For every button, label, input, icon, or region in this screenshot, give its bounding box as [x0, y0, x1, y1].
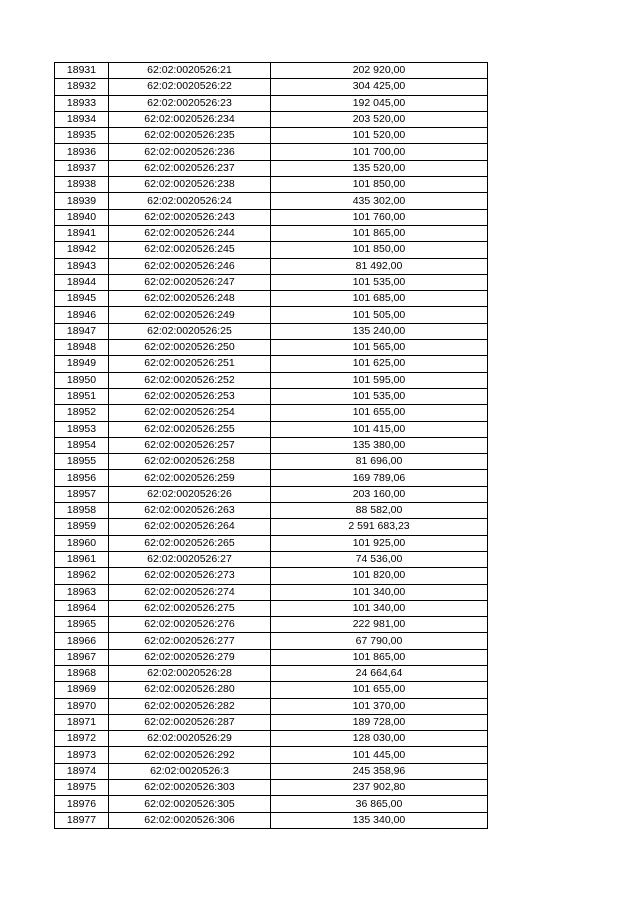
row-number-cell: 18959 [55, 519, 109, 535]
row-number-cell: 18977 [55, 812, 109, 828]
table-body [55, 63, 488, 829]
table-row [55, 682, 488, 698]
cadastral-number-cell: 62:02:0020526:277 [109, 633, 271, 649]
cadastral-number-cell: 62:02:0020526:251 [109, 356, 271, 372]
cadastral-value-cell: 101 625,00 [271, 356, 488, 372]
table-row [55, 111, 488, 127]
table-row [55, 323, 488, 339]
table-row [55, 177, 488, 193]
cadastral-number-cell: 62:02:0020526:257 [109, 437, 271, 453]
cadastral-value-cell: 101 820,00 [271, 568, 488, 584]
table-row [55, 388, 488, 404]
cadastral-value-cell: 101 655,00 [271, 405, 488, 421]
cadastral-value-cell: 135 520,00 [271, 160, 488, 176]
row-number-cell: 18936 [55, 144, 109, 160]
row-number-cell: 18965 [55, 617, 109, 633]
table-row [55, 144, 488, 160]
row-number-cell: 18938 [55, 177, 109, 193]
row-number-cell: 18953 [55, 421, 109, 437]
table-row [55, 405, 488, 421]
table-row [55, 600, 488, 616]
cadastral-value-cell: 101 505,00 [271, 307, 488, 323]
cadastral-number-cell: 62:02:0020526:255 [109, 421, 271, 437]
cadastral-value-cell: 24 664,64 [271, 665, 488, 681]
row-number-cell: 18963 [55, 584, 109, 600]
cadastral-number-cell: 62:02:0020526:28 [109, 665, 271, 681]
cadastral-number-cell: 62:02:0020526:274 [109, 584, 271, 600]
cadastral-value-cell: 81 696,00 [271, 454, 488, 470]
cadastral-number-cell: 62:02:0020526:25 [109, 323, 271, 339]
row-number-cell: 18946 [55, 307, 109, 323]
row-number-cell: 18954 [55, 437, 109, 453]
cadastral-value-cell: 237 902,80 [271, 780, 488, 796]
table-row [55, 584, 488, 600]
table-row [55, 731, 488, 747]
table-row [55, 291, 488, 307]
cadastral-value-cell: 2 591 683,23 [271, 519, 488, 535]
row-number-cell: 18932 [55, 79, 109, 95]
cadastral-value-cell: 189 728,00 [271, 714, 488, 730]
row-number-cell: 18951 [55, 388, 109, 404]
table-row [55, 307, 488, 323]
cadastral-number-cell: 62:02:0020526:292 [109, 747, 271, 763]
row-number-cell: 18941 [55, 225, 109, 241]
table-row [55, 340, 488, 356]
cadastral-number-cell: 62:02:0020526:235 [109, 128, 271, 144]
cadastral-number-cell: 62:02:0020526:238 [109, 177, 271, 193]
cadastral-number-cell: 62:02:0020526:280 [109, 682, 271, 698]
cadastral-value-cell: 74 536,00 [271, 551, 488, 567]
table-row [55, 421, 488, 437]
cadastral-value-cell: 135 240,00 [271, 323, 488, 339]
row-number-cell: 18937 [55, 160, 109, 176]
cadastral-number-cell: 62:02:0020526:273 [109, 568, 271, 584]
table-row [55, 763, 488, 779]
cadastral-number-cell: 62:02:0020526:3 [109, 763, 271, 779]
table-row [55, 470, 488, 486]
cadastral-value-table [54, 62, 488, 829]
table-row [55, 454, 488, 470]
cadastral-value-cell: 101 535,00 [271, 274, 488, 290]
cadastral-value-cell: 101 520,00 [271, 128, 488, 144]
cadastral-value-cell: 101 700,00 [271, 144, 488, 160]
table-row [55, 665, 488, 681]
table-row [55, 95, 488, 111]
row-number-cell: 18933 [55, 95, 109, 111]
row-number-cell: 18964 [55, 600, 109, 616]
cadastral-value-cell: 101 565,00 [271, 340, 488, 356]
cadastral-number-cell: 62:02:0020526:22 [109, 79, 271, 95]
cadastral-value-cell: 88 582,00 [271, 503, 488, 519]
cadastral-value-cell: 81 492,00 [271, 258, 488, 274]
table-row [55, 356, 488, 372]
row-number-cell: 18952 [55, 405, 109, 421]
cadastral-number-cell: 62:02:0020526:236 [109, 144, 271, 160]
cadastral-value-cell: 435 302,00 [271, 193, 488, 209]
cadastral-value-cell: 101 865,00 [271, 649, 488, 665]
row-number-cell: 18950 [55, 372, 109, 388]
row-number-cell: 18944 [55, 274, 109, 290]
cadastral-value-cell: 101 595,00 [271, 372, 488, 388]
cadastral-number-cell: 62:02:0020526:26 [109, 486, 271, 502]
row-number-cell: 18931 [55, 63, 109, 79]
cadastral-value-cell: 36 865,00 [271, 796, 488, 812]
row-number-cell: 18945 [55, 291, 109, 307]
cadastral-value-cell: 101 340,00 [271, 584, 488, 600]
cadastral-value-cell: 101 535,00 [271, 388, 488, 404]
cadastral-value-cell: 222 981,00 [271, 617, 488, 633]
row-number-cell: 18973 [55, 747, 109, 763]
cadastral-value-cell: 101 925,00 [271, 535, 488, 551]
cadastral-number-cell: 62:02:0020526:263 [109, 503, 271, 519]
cadastral-value-cell: 101 850,00 [271, 242, 488, 258]
row-number-cell: 18972 [55, 731, 109, 747]
cadastral-value-cell: 101 850,00 [271, 177, 488, 193]
cadastral-number-cell: 62:02:0020526:254 [109, 405, 271, 421]
cadastral-number-cell: 62:02:0020526:237 [109, 160, 271, 176]
cadastral-number-cell: 62:02:0020526:265 [109, 535, 271, 551]
cadastral-number-cell: 62:02:0020526:27 [109, 551, 271, 567]
row-number-cell: 18957 [55, 486, 109, 502]
cadastral-number-cell: 62:02:0020526:305 [109, 796, 271, 812]
cadastral-number-cell: 62:02:0020526:259 [109, 470, 271, 486]
table-row [55, 193, 488, 209]
table-row [55, 160, 488, 176]
cadastral-number-cell: 62:02:0020526:252 [109, 372, 271, 388]
row-number-cell: 18955 [55, 454, 109, 470]
row-number-cell: 18974 [55, 763, 109, 779]
table-row [55, 486, 488, 502]
cadastral-value-cell: 128 030,00 [271, 731, 488, 747]
row-number-cell: 18935 [55, 128, 109, 144]
cadastral-number-cell: 62:02:0020526:250 [109, 340, 271, 356]
table-row [55, 274, 488, 290]
table-row [55, 649, 488, 665]
cadastral-number-cell: 62:02:0020526:303 [109, 780, 271, 796]
cadastral-value-cell: 203 160,00 [271, 486, 488, 502]
cadastral-value-cell: 203 520,00 [271, 111, 488, 127]
cadastral-number-cell: 62:02:0020526:21 [109, 63, 271, 79]
cadastral-value-cell: 101 655,00 [271, 682, 488, 698]
cadastral-value-cell: 101 370,00 [271, 698, 488, 714]
cadastral-number-cell: 62:02:0020526:287 [109, 714, 271, 730]
table-row [55, 258, 488, 274]
table-row [55, 617, 488, 633]
row-number-cell: 18942 [55, 242, 109, 258]
row-number-cell: 18949 [55, 356, 109, 372]
table-row [55, 698, 488, 714]
cadastral-number-cell: 62:02:0020526:234 [109, 111, 271, 127]
row-number-cell: 18967 [55, 649, 109, 665]
row-number-cell: 18968 [55, 665, 109, 681]
cadastral-number-cell: 62:02:0020526:243 [109, 209, 271, 225]
cadastral-number-cell: 62:02:0020526:23 [109, 95, 271, 111]
table-row [55, 209, 488, 225]
cadastral-number-cell: 62:02:0020526:253 [109, 388, 271, 404]
table-row [55, 633, 488, 649]
table-row [55, 63, 488, 79]
row-number-cell: 18961 [55, 551, 109, 567]
cadastral-number-cell: 62:02:0020526:248 [109, 291, 271, 307]
table-row [55, 796, 488, 812]
cadastral-number-cell: 62:02:0020526:264 [109, 519, 271, 535]
cadastral-value-cell: 192 045,00 [271, 95, 488, 111]
table-row [55, 519, 488, 535]
cadastral-value-cell: 101 445,00 [271, 747, 488, 763]
table-row [55, 780, 488, 796]
row-number-cell: 18976 [55, 796, 109, 812]
cadastral-number-cell: 62:02:0020526:306 [109, 812, 271, 828]
row-number-cell: 18943 [55, 258, 109, 274]
cadastral-number-cell: 62:02:0020526:247 [109, 274, 271, 290]
cadastral-value-cell: 135 340,00 [271, 812, 488, 828]
cadastral-value-cell: 101 760,00 [271, 209, 488, 225]
table-row [55, 503, 488, 519]
row-number-cell: 18975 [55, 780, 109, 796]
cadastral-number-cell: 62:02:0020526:246 [109, 258, 271, 274]
row-number-cell: 18948 [55, 340, 109, 356]
table-row [55, 812, 488, 828]
table-row [55, 568, 488, 584]
cadastral-number-cell: 62:02:0020526:29 [109, 731, 271, 747]
cadastral-value-cell: 304 425,00 [271, 79, 488, 95]
row-number-cell: 18969 [55, 682, 109, 698]
row-number-cell: 18971 [55, 714, 109, 730]
row-number-cell: 18956 [55, 470, 109, 486]
table-row [55, 242, 488, 258]
table-row [55, 437, 488, 453]
cadastral-value-cell: 135 380,00 [271, 437, 488, 453]
cadastral-number-cell: 62:02:0020526:24 [109, 193, 271, 209]
table-row [55, 747, 488, 763]
cadastral-number-cell: 62:02:0020526:275 [109, 600, 271, 616]
table-row [55, 79, 488, 95]
row-number-cell: 18940 [55, 209, 109, 225]
cadastral-number-cell: 62:02:0020526:249 [109, 307, 271, 323]
row-number-cell: 18962 [55, 568, 109, 584]
table-row [55, 225, 488, 241]
cadastral-value-cell: 245 358,96 [271, 763, 488, 779]
cadastral-value-cell: 101 865,00 [271, 225, 488, 241]
table-row [55, 535, 488, 551]
row-number-cell: 18958 [55, 503, 109, 519]
cadastral-number-cell: 62:02:0020526:245 [109, 242, 271, 258]
cadastral-value-cell: 169 789,06 [271, 470, 488, 486]
row-number-cell: 18934 [55, 111, 109, 127]
row-number-cell: 18947 [55, 323, 109, 339]
cadastral-number-cell: 62:02:0020526:276 [109, 617, 271, 633]
cadastral-value-cell: 202 920,00 [271, 63, 488, 79]
table-row [55, 551, 488, 567]
cadastral-number-cell: 62:02:0020526:244 [109, 225, 271, 241]
row-number-cell: 18966 [55, 633, 109, 649]
cadastral-value-cell: 67 790,00 [271, 633, 488, 649]
cadastral-number-cell: 62:02:0020526:279 [109, 649, 271, 665]
table-row [55, 128, 488, 144]
cadastral-value-cell: 101 415,00 [271, 421, 488, 437]
cadastral-number-cell: 62:02:0020526:258 [109, 454, 271, 470]
cadastral-value-cell: 101 685,00 [271, 291, 488, 307]
cadastral-value-cell: 101 340,00 [271, 600, 488, 616]
row-number-cell: 18970 [55, 698, 109, 714]
table-row [55, 372, 488, 388]
row-number-cell: 18960 [55, 535, 109, 551]
cadastral-number-cell: 62:02:0020526:282 [109, 698, 271, 714]
table-row [55, 714, 488, 730]
row-number-cell: 18939 [55, 193, 109, 209]
